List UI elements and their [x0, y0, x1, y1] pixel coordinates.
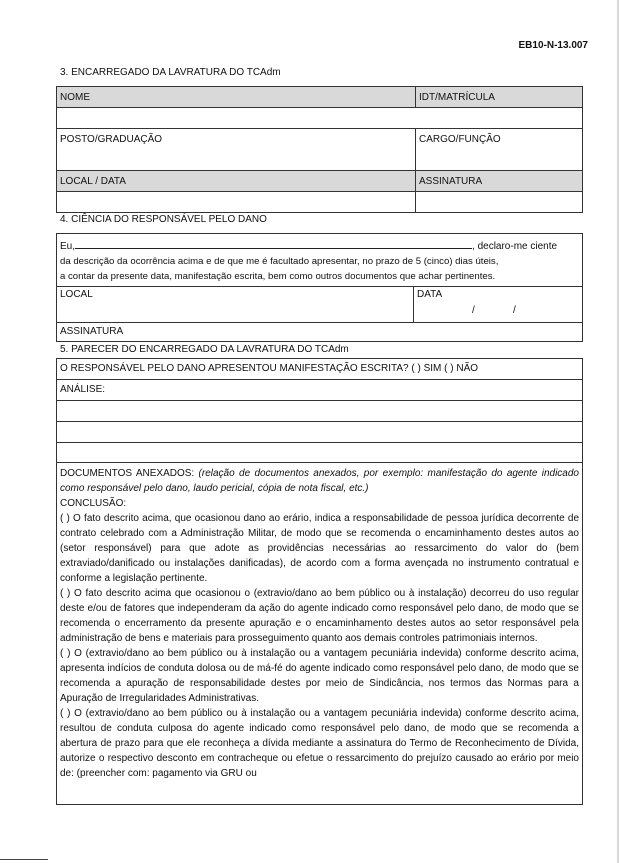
conclusao-option-3: ( ) O (extravio/dano ao bem público ou à instalação ou a vantagem pecuniária indevida) conforme descrito acima, apresenta indícios de conduta dolosa ou de má-fé do agente indicado como responsável pelo dano, de modo que se recomenda a apuração de responsabilidade destes por meio de Sindicância, nos termos das Normas para a Apuração de Irregularidades Administrativas.	[60, 648, 579, 704]
posto-header: POSTO/GRADUAÇÃO	[60, 134, 163, 145]
conclusao-label: CONCLUSÃO:	[60, 498, 127, 509]
nome-field[interactable]	[57, 108, 415, 128]
ciencia-line2: da descrição da ocorrência acima e de que me é facultado apresentar, no prazo de 5 (cinco) dias úteis,	[60, 256, 499, 267]
docs-label: DOCUMENTOS ANEXADOS:	[60, 468, 195, 479]
conclusao-option-1: ( ) O fato descrito acima, que ocasionou dano ao erário, indica a responsabilidade de pessoa jurídica decorrente de contrato celebrado com a Administração Militar, de modo que se recomenda o encaminhamento destes autos ao (setor responsável) para que adote as providências necessárias ao ressarcimento do valor do (bem extraviado/danificado ou instalações danificadas), de acordo com a forma avençada no instrumento contratual e conforme a legislação pertinente.	[60, 513, 579, 584]
section-3-table	[56, 86, 583, 213]
conclusao-block	[60, 466, 579, 781]
ciencia-declaro: , declaro-me ciente	[472, 241, 558, 252]
section-5-table	[56, 358, 583, 805]
conclusao-option-2: ( ) O fato descrito acima que ocasionou o (extravio/dano ao bem público ou à instalação) decorreu do uso regular deste e/ou de fatores que independeram da ação do agente indicado como responsável pelo dano, de modo que se recomenda o encerramento da presente apuração e o encaminhamento destes autos ao setor responsável pela administração de bens e materiais para prosseguimento quanto aos demais controles patrimoniais internos.	[60, 588, 579, 644]
date-slash-2: /	[513, 305, 516, 316]
cargo-header: CARGO/FUNÇÃO	[419, 134, 501, 145]
section-4-title: 4. CIÊNCIA DO RESPONSÁVEL PELO DANO	[60, 214, 267, 225]
assinatura-header: ASSINATURA	[416, 171, 582, 191]
ciencia-text	[60, 238, 579, 284]
manifestacao-question: O RESPONSÁVEL PELO DANO APRESENTOU MANIFESTAÇÃO ESCRITA? ( ) SIM ( ) NÃO	[60, 363, 479, 374]
conclusao-option-4: ( ) O (extravio/dano ao bem público ou à instalação ou a vantagem pecuniária indevida) conforme descrito acima, resultou de conduta culposa do agente indicado como responsável pelo dano, de modo que se recomenda a abertura de prazo para que ele reconheça a dívida mediante a assinatura do Termo de Reconhecimento de Dívida, autorize o respectivo desconto em contracheque ou efetue o ressarcimento do prejuízo causado ao erário por meio de: (preencher com: pagamento via GRU ou	[60, 708, 579, 779]
page-footer-line	[0, 859, 48, 860]
local-data-field[interactable]	[57, 192, 415, 212]
assinatura-label: ASSINATURA	[60, 326, 124, 337]
posto-field[interactable]	[57, 149, 415, 169]
section-5-title: 5. PARECER DO ENCARREGADO DA LAVRATURA DO TCAdm	[60, 344, 349, 355]
idt-field[interactable]	[416, 108, 582, 128]
data-label: DATA	[417, 289, 443, 300]
nome-blank[interactable]	[75, 238, 472, 249]
ciencia-eu: Eu,	[60, 241, 76, 252]
docs-description: (relação de documentos anexados, por exemplo: manifestação do agente indicado como responsável pelo dano, laudo pericial, cópia de nota fiscal, etc.)	[60, 468, 579, 494]
idt-header: IDT/MATRÍCULA	[416, 87, 582, 107]
analise-label: ANÁLISE:	[60, 384, 106, 395]
assinatura-field[interactable]	[416, 192, 582, 212]
section-4-table	[56, 233, 583, 342]
cargo-field[interactable]	[416, 149, 582, 169]
ciencia-line3: a contar da presente data, manifestação escrita, bem como outros documentos que achar pertinentes.	[60, 271, 496, 282]
document-code: EB10-N-13.007	[518, 40, 588, 51]
local-label: LOCAL	[60, 289, 93, 300]
nome-header: NOME	[57, 87, 415, 107]
date-slash-1: /	[472, 305, 475, 316]
section-3-title: 3. ENCARREGADO DA LAVRATURA DO TCAdm	[60, 67, 281, 78]
local-data-header: LOCAL / DATA	[57, 171, 415, 191]
